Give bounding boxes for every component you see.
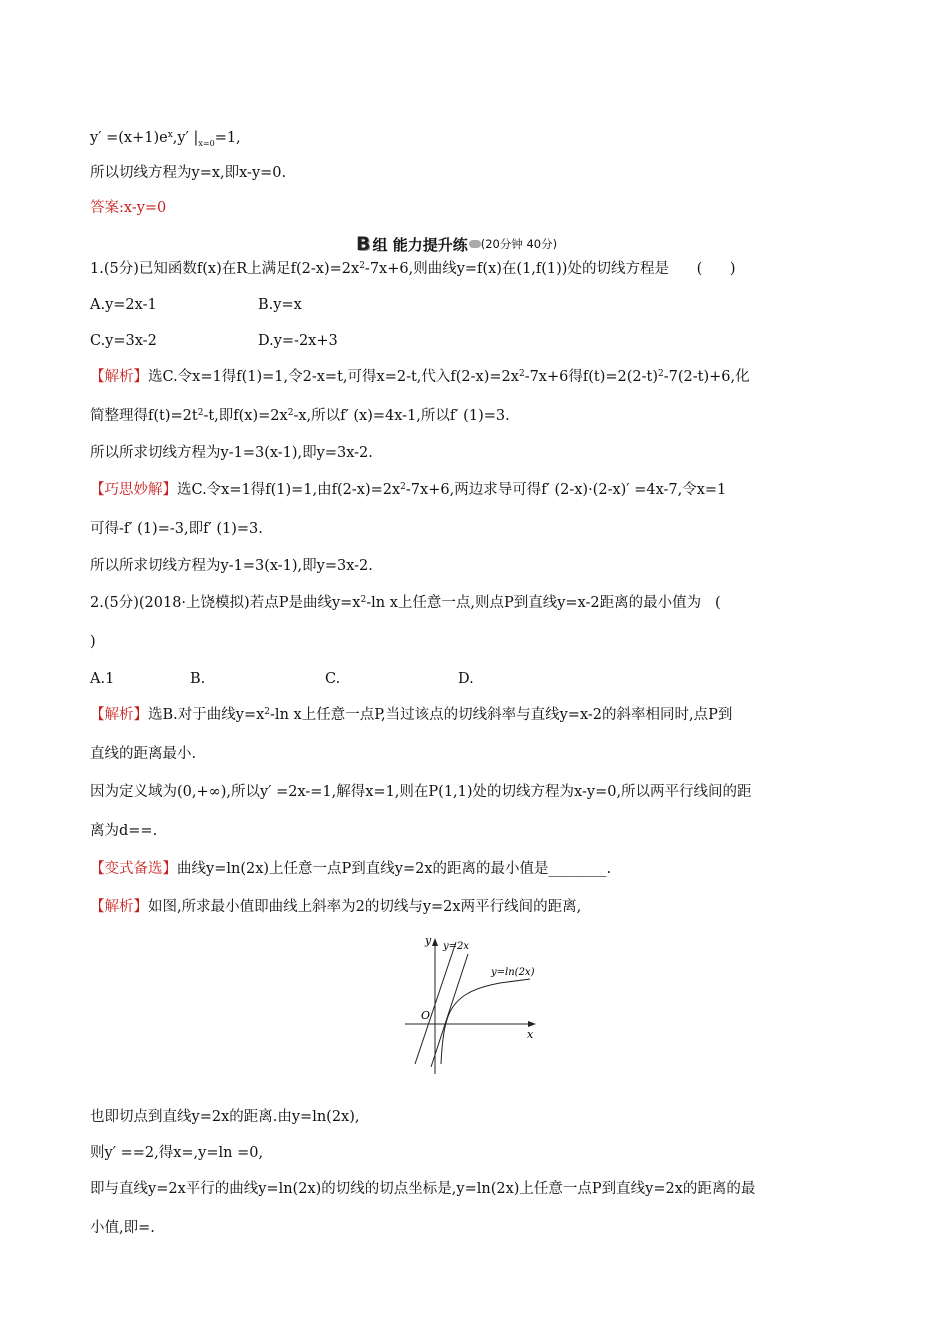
q1-analysis-line2: 简整理得$f(t)=2t^2-t$,即$f(x)=2x^2-x$,所以f′ (x)=4x-1,所以f′ (1)=3. bbox=[90, 408, 510, 424]
tangent-line bbox=[431, 954, 468, 1067]
origin-label: O bbox=[421, 1009, 431, 1022]
derivative-line: $y' =(x+1)e^x,y'$ $|_{x=0}=1$, bbox=[90, 130, 241, 148]
q1-stem: 1.(5分)已知函数f(x)在R上满足$f(2-x)=2x^2-7x+6$,则曲线y=f(x)在(1,f(1))处的切线方程是 ( ) bbox=[90, 261, 736, 277]
section-title: 组 能力提升练 bbox=[372, 235, 468, 254]
analysis-tag: 【解析】 bbox=[90, 899, 148, 915]
answer-label: 答案 bbox=[90, 200, 119, 216]
q1-analysis-line1: 【解析】选C.令x=1得f(1)=1,令2-x=t,可得x=2-t,代入$f(2-x)=2x^2-7x+6$得$f(t)=2(2-t)^2-7(2-t)+6$,化 bbox=[90, 369, 750, 385]
section-header bbox=[356, 233, 557, 253]
variant-analysis-line1 bbox=[90, 897, 581, 917]
analysis-tag: 【解析】 bbox=[90, 707, 148, 723]
variant-line5: 小值,即=. bbox=[90, 1220, 155, 1236]
variant-line3: 则y′ ==2,得x=,y=ln =0, bbox=[90, 1145, 264, 1161]
graph-figure bbox=[405, 930, 545, 1075]
decoration-icon bbox=[469, 240, 481, 248]
variant-analysis-text: 如图,所求最小值即曲线上斜率为2的切线与y=2x两平行线间的距离, bbox=[148, 899, 582, 915]
q1-analysis-line3: 所以所求切线方程为y-1=3(x-1),即y=3x-2. bbox=[90, 445, 373, 461]
q2-analysis-line2: 直线的距离最小. bbox=[90, 746, 197, 762]
curve-label: y=ln(2x) bbox=[491, 967, 535, 978]
analysis-tag: 【解析】 bbox=[90, 369, 148, 385]
section-meta: (20分钟 40分) bbox=[480, 237, 558, 251]
variant-line4: 即与直线y=2x平行的曲线y=ln(2x)的切线的切点坐标是,y=ln(2x)上任意一点P到直线y=2x的距离的最 bbox=[90, 1181, 756, 1197]
trick-tag: 【巧思妙解】 bbox=[90, 482, 177, 498]
q1-option-d: D.y=-2x+3 bbox=[258, 333, 338, 349]
x-axis-label: x bbox=[527, 1028, 534, 1041]
q1-option-c: C.y=3x-2 bbox=[90, 333, 157, 349]
variant-stem-text: 曲线y=ln(2x)上任意一点P到直线y=2x的距离的最小值是________. bbox=[177, 861, 612, 877]
q2-analysis-line1: 【解析】选B.对于曲线$y=x^2-\ln$ x上任意一点P,当过该点的切线斜率与直线y=x-2的斜率相同时,点P到 bbox=[90, 707, 733, 723]
q1-option-b: B.y=x bbox=[258, 297, 302, 313]
answer-value: :x-y=0 bbox=[119, 200, 167, 216]
q1-trick-line3: 所以所求切线方程为y-1=3(x-1),即y=3x-2. bbox=[90, 558, 373, 574]
q2-stem-line1: 2.(5分)(2018·上饶模拟)若点P是曲线$y=x^2-\ln$ x上任意一点,则点P到直线y=x-2距离的最小值为 ( bbox=[90, 595, 721, 611]
answer-line bbox=[90, 198, 166, 218]
variant-stem bbox=[90, 859, 611, 879]
curve-ln2x bbox=[441, 979, 530, 1064]
q1-trick-line1: 【巧思妙解】选C.令x=1得f(1)=1,由$f(2-x)=2x^2-7x+6$,两边求导可得f′ (2-x)·(2-x)′ =4x-7,令x=1 bbox=[90, 482, 727, 498]
line-label: y=2x bbox=[443, 941, 470, 952]
q2-option-a: A.1 bbox=[90, 671, 115, 687]
variant-line2: 也即切点到直线y=2x的距离.由y=ln(2x), bbox=[90, 1109, 360, 1125]
q2-stem-line2: ) bbox=[90, 634, 96, 650]
x-axis-arrow-icon bbox=[528, 1021, 536, 1027]
q2-analysis-line4: 离为d==. bbox=[90, 823, 158, 839]
variant-tag: 【变式备选】 bbox=[90, 861, 177, 877]
tangent-conclusion: 所以切线方程为y=x,即x-y=0. bbox=[90, 165, 287, 181]
q2-option-d: D. bbox=[458, 671, 474, 687]
q2-analysis-line3: 因为定义域为(0,+∞),所以y′ =2x-=1,解得x=1,则在P(1,1)处的切线方程为x-y=0,所以两平行线间的距 bbox=[90, 784, 752, 800]
q1-trick-line2: 可得-f′ (1)=-3,即f′ (1)=3. bbox=[90, 521, 263, 537]
y-axis-arrow-icon bbox=[432, 938, 438, 946]
q1-option-a: A.y=2x-1 bbox=[90, 297, 157, 313]
q2-option-b: B. bbox=[190, 671, 206, 687]
section-letter: B bbox=[356, 233, 371, 255]
q2-option-c: C. bbox=[325, 671, 341, 687]
y-axis-label: y bbox=[425, 934, 432, 947]
